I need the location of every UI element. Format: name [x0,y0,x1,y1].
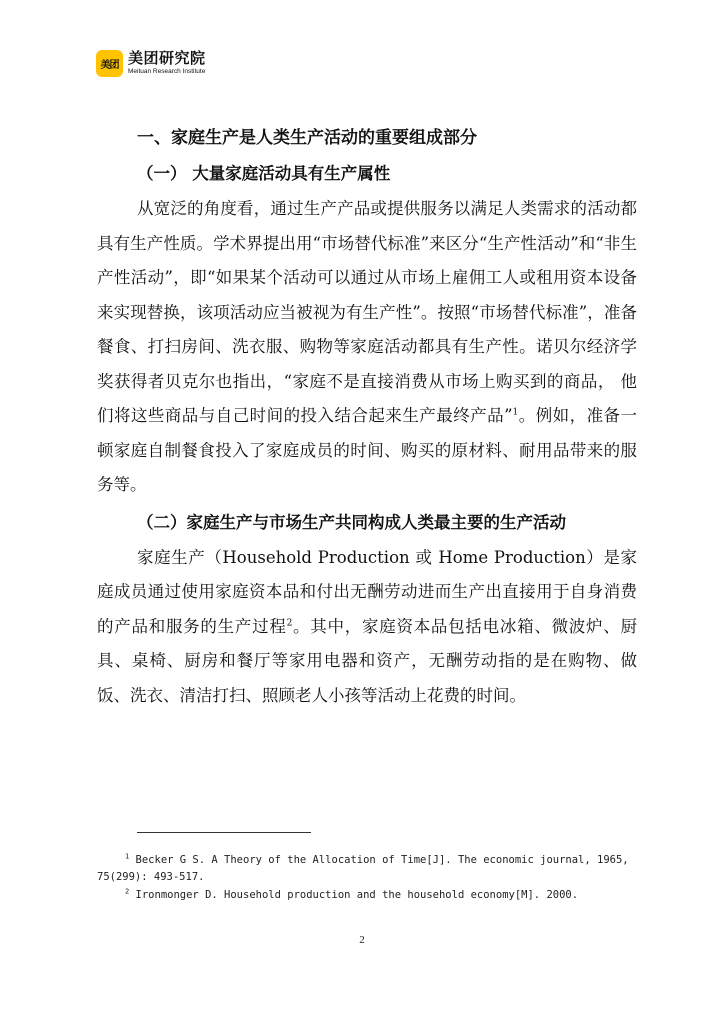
paragraph-1 [97,192,637,503]
footnote-separator [137,832,311,833]
footnotes [97,852,637,904]
footnote-2 [97,887,637,904]
footnote-1 [97,852,637,886]
paragraph-2-text-cont: 。其中，家庭资本品包括电冰箱、微波炉、厨具、桌椅、厨房和餐厅等家用电器和资产，无酬劳动指的是在购物、做饭、洗衣、清洁打扫、照顾老人小孩等活动上花费的时间。 [97,616,637,705]
section-heading: 一、家庭生产是人类生产活动的重要组成部分 [137,128,477,148]
logo-name-en: Meituan Research Institute [128,68,206,76]
footnote-2-text: Ironmonger D. Household production and the household economy[M]. 2000. [129,889,579,901]
document-body [97,120,637,713]
footnote-ref-2[interactable]: 2 [286,618,293,628]
paragraph-1-text: 从宽泛的角度看，通过生产产品或提供服务以满足人类需求的活动都具有生产性质。学术界提出用“市场替代标准”来区分“生产性活动”和“非生产性活动”，即“如果某个活动可以通过从市场上雇佣工人或租用资本设备来实现替换，该项活动应当被视为有生产性”。按照“市场替代标准”，准备餐食、打扫房间、洗衣服、购物等家庭活动都具有生产性。诺贝尔经济学奖获得者贝克尔也指出，“家庭不是直接消费从市场上购买到的商品， 他们将这些商品与自己时间的投入结合起来生产最终产品” [97,199,637,425]
paragraph-2-text: 家庭生产（Household Production 或 Home Production）是家庭成员通过使用家庭资本品和付出无酬劳动进而生产出直接用于自身消费的产品和服务的生产过程 [97,547,637,636]
meituan-logo [96,50,206,77]
footnote-mark-1: 1 [125,852,130,861]
footnote-1-text: Becker G S. A Theory of the Allocation of Time[J]. The economic journal, 1965, 75(299): 493-517. [97,854,629,883]
page-number: 2 [359,934,365,946]
footnote-ref-1[interactable]: 1 [512,407,519,418]
subsection-heading-1: （一） 大量家庭活动具有生产属性 [137,164,391,183]
footnote-mark-2: 2 [125,887,130,896]
logo-text [128,51,206,76]
paragraph-1-text-cont: 。例如，准备一顿家庭自制餐食投入了家庭成员的时间、购买的原材料、耐用品带来的服务等。 [97,406,638,494]
meituan-logo-badge: 美团 [96,50,123,77]
paragraph-2 [97,541,637,714]
subsection-heading-2: （二）家庭生产与市场生产共同构成人类最主要的生产活动 [137,512,566,532]
logo-name-cn: 美团研究院 [128,49,206,68]
